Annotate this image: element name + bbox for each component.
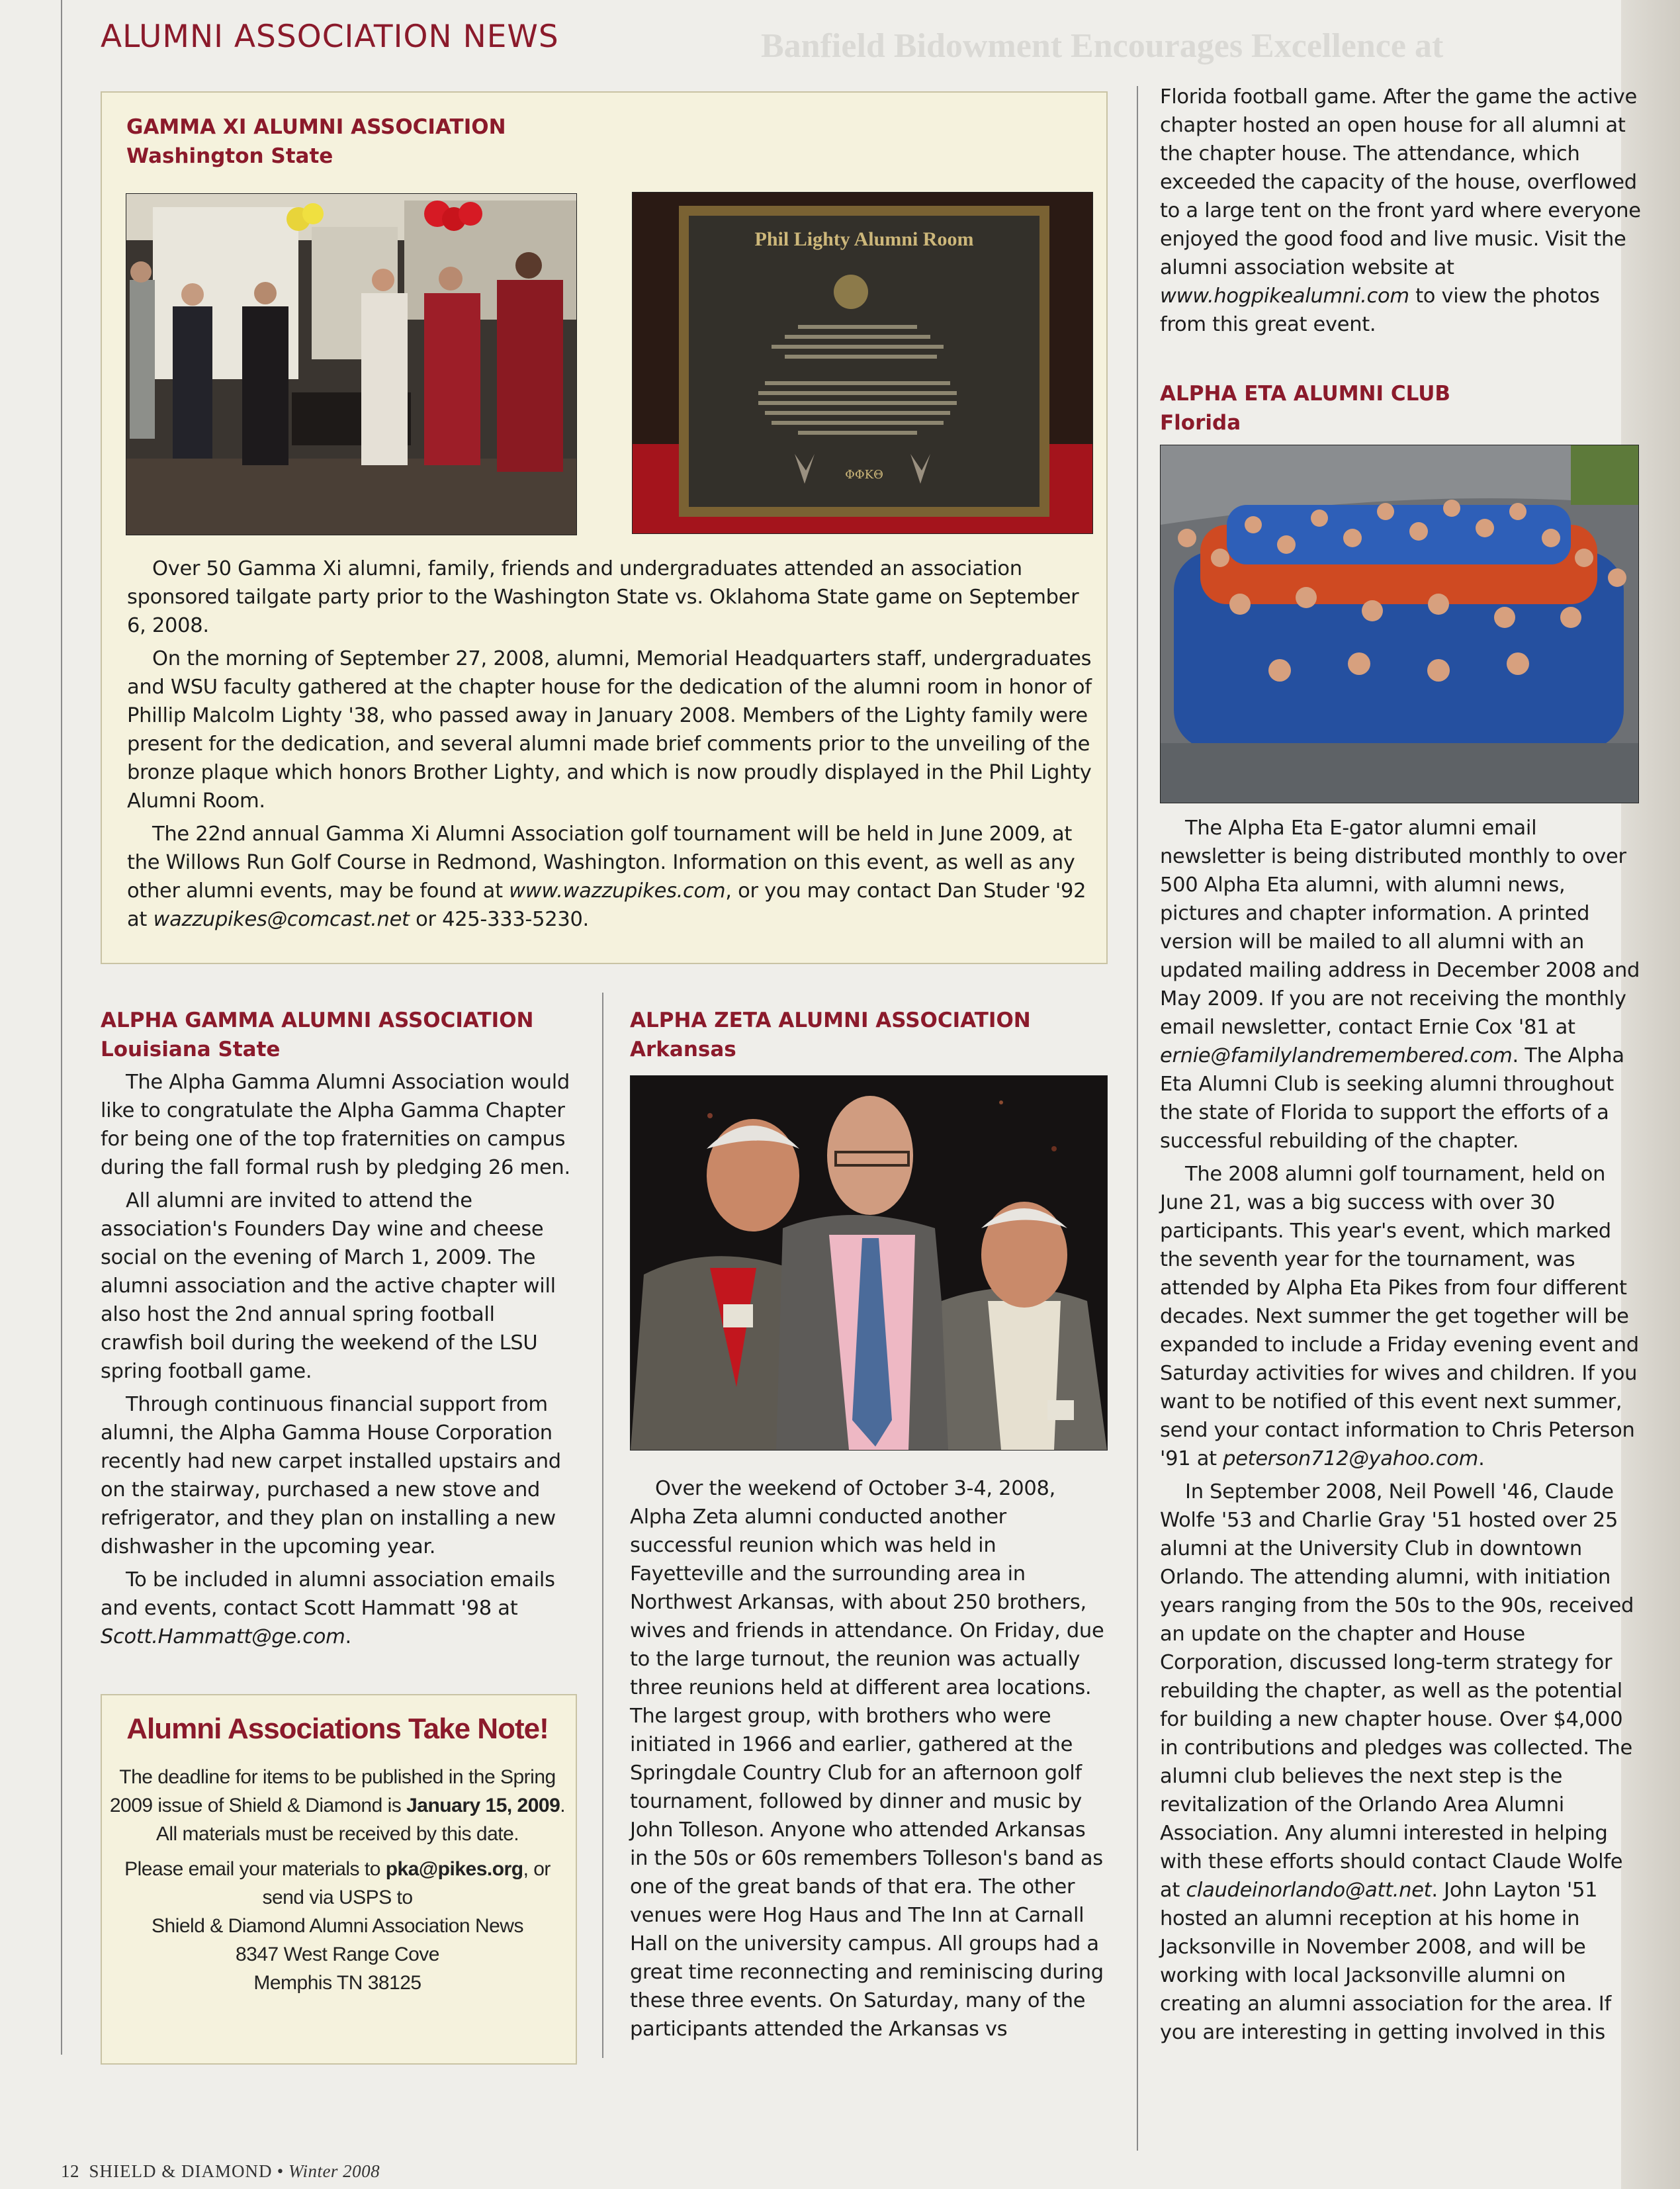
take-note-title: Alumni Associations Take Note! xyxy=(126,1713,549,1745)
alpha-zeta-para-1: Over the weekend of October 3-4, 2008, Alpha Zeta alumni conducted another successful reunion which was held in Fayetteville and the surrounding area in Northwest Arkansas, with about 250 brothers, wives and friends in attendance. On Friday, due to the large turnout, the reunion was actually three reunions held at different area locations. The largest group, with brothers who were initiated in 1966 and earlier, gathered at the Springdale Country Club for an afternoon golf tournament, followed by dinner and music by John Tolleson. Anyone who attended Arkansas in the 50s or 60s remembers Tolleson's band as one of the great bands of that era. The other venues were Hog Haus and The Inn at Carnall Hall on the university campus. All groups had a great time reconnecting and reminiscing during these three events. On Saturday, many of the participants attended the Arkansas vs xyxy=(630,1477,1104,2041)
photo-dedication-ceremony xyxy=(126,193,577,535)
gamma-xi-website-link[interactable]: www.wazzupikes.com xyxy=(509,879,726,903)
gamma-xi-email-link[interactable]: wazzupikes@comcast.net xyxy=(153,908,410,931)
photo-three-alumni xyxy=(630,1075,1108,1451)
take-note-submit: Please email your materials to pka@pikes.org, or send via USPS to Shield & Diamond Alumni Association News 8347 West Range Cove Memphis TN 38125 xyxy=(124,1858,551,1994)
alpha-zeta-text xyxy=(630,1474,1106,2048)
page-folio xyxy=(61,2161,380,2182)
photo-alpha-eta-group xyxy=(1160,445,1639,803)
alpha-gamma-para-3: Through continuous financial support from alumni, the Alpha Gamma House Corporation recently had new carpet installed upstairs and on the stairway, purchased a new stove and refrigerator, and they plan on installing a new dishwasher in the upcoming year. xyxy=(101,1393,561,1558)
gamma-xi-title: GAMMA XI ALUMNI ASSOCIATION xyxy=(126,115,506,139)
alpha-eta-para-2: The 2008 alumni golf tournament, held on June 21, was a big success with over 30 participants. This year's event, which marked the seventh year for the tournament, was attended by Alpha Eta Pikes from four different decades. Next summer the get together will be expanded to include a Friday evening event and Saturday activities for wives and children. If you want to be notified of this event next summer, send your contact information to Chris Peterson '91 at peterson712@yahoo.com. xyxy=(1160,1163,1639,1470)
folio-separator: • xyxy=(277,2161,284,2181)
plaque-title: Phil Lighty Alumni Room xyxy=(754,228,974,250)
gamma-xi-para-3: The 22nd annual Gamma Xi Alumni Association golf tournament will be held in June 2009, at the Willows Run Golf Course in Redmond, Washington. Information on this event, as well as any other alumni events, may be found at www.wazzupikes.com, or you may contact Dan Studer '92 at wazzupikes@comcast.net or 425-333-5230. xyxy=(127,823,1086,931)
photo-bronze-plaque xyxy=(632,192,1093,534)
address-line-1: Shield & Diamond Alumni Association News xyxy=(152,1915,523,1937)
alpha-zeta-website-link[interactable]: www.hogpikealumni.com xyxy=(1160,285,1409,308)
address-line-2: 8347 West Range Cove xyxy=(236,1943,439,1965)
alpha-eta-subtitle: Florida xyxy=(1160,411,1241,435)
left-margin-rule xyxy=(61,0,62,2055)
take-note-deadline-date: January 15, 2009 xyxy=(406,1795,560,1816)
section-title: ALUMNI ASSOCIATION NEWS xyxy=(101,19,559,55)
take-note-email-link[interactable]: pka@pikes.org xyxy=(385,1858,523,1880)
alpha-eta-heading xyxy=(1160,379,1636,437)
alpha-eta-email-link-1[interactable]: ernie@familylandremembered.com xyxy=(1160,1044,1513,1067)
alpha-gamma-para-1: The Alpha Gamma Alumni Association would like to congratulate the Alpha Gamma Chapter for being one of the top fraternities on campus during the fall formal rush by pledging 26 men. xyxy=(101,1071,570,1179)
alpha-zeta-title: ALPHA ZETA ALUMNI ASSOCIATION xyxy=(630,1008,1031,1032)
adjacent-page-headline: Banfield Bidowment Encourages Excellence at xyxy=(761,27,1444,65)
alpha-gamma-subtitle: Louisiana State xyxy=(101,1038,281,1061)
gamma-xi-para-2: On the morning of September 27, 2008, alumni, Memorial Headquarters staff, undergraduates and WSU faculty gathered at the chapter house for the dedication of the alumni room in honor of Phillip Malcolm Lighty '38, who passed away in January 2008. Members of the Lighty family were present for the dedication, and several alumni made brief comments prior to the unveiling of the bronze plaque which honors Brother Lighty, and which is now proudly displayed in the Phil Lighty Alumni Room. xyxy=(127,647,1092,813)
take-note-text xyxy=(107,1763,568,2004)
take-note-deadline: The deadline for items to be published in the Spring 2009 issue of Shield & Diamond is January 15, 2009. All materials must be received by this date. xyxy=(109,1766,566,1845)
alpha-gamma-para-2: All alumni are invited to attend the association's Founders Day wine and cheese social on the evening of March 1, 2009. The alumni association and the active chapter will also host the 2nd annual spring football crawfish boil during the weekend of the LSU spring football game. xyxy=(101,1189,556,1383)
page-number: 12 xyxy=(61,2161,79,2181)
alpha-eta-email-link-2[interactable]: peterson712@yahoo.com xyxy=(1223,1447,1479,1470)
address-line-3: Memphis TN 38125 xyxy=(253,1972,421,1994)
alpha-eta-title: ALPHA ETA ALUMNI CLUB xyxy=(1160,382,1451,406)
alpha-zeta-heading xyxy=(630,1006,1106,1064)
alpha-eta-para-1: The Alpha Eta E-gator alumni email newsletter is being distributed monthly to over 500 Alpha Eta alumni, with alumni news, pictures and chapter information. A printed version will be mailed to all alumni with an updated mailing address in December 2008 and May 2009. If you are not receiving the monthly email newsletter, contact Ernie Cox '81 at ernie@familylandremembered.com. The Alpha Eta Alumni Club is seeking alumni throughout the state of Florida to support the efforts of a successful rebuilding of the chapter. xyxy=(1160,817,1640,1153)
alpha-zeta-subtitle: Arkansas xyxy=(630,1038,736,1061)
plaque-footer: ΦΦΚΘ xyxy=(845,468,883,482)
gamma-xi-heading xyxy=(126,112,722,171)
alpha-eta-email-link-3[interactable]: claudeinorlando@att.net xyxy=(1186,1879,1432,1902)
alpha-gamma-email-link[interactable]: Scott.Hammatt@ge.com xyxy=(101,1625,345,1648)
alpha-zeta-continued-para: Florida football game. After the game the active chapter hosted an open house for all alumni at the chapter house. The attendance, which exceeded the capacity of the house, overflowed to a large tent on the front yard where everyone enjoyed the good food and live music. Visit the alumni association website at www.hogpikealumni.com to view the photos from this great event. xyxy=(1160,85,1641,336)
column-rule-middle xyxy=(602,993,603,2058)
alpha-gamma-text xyxy=(101,1068,577,1656)
alpha-eta-text xyxy=(1160,814,1643,2051)
alpha-gamma-title: ALPHA GAMMA ALUMNI ASSOCIATION xyxy=(101,1008,534,1032)
alpha-gamma-para-4: To be included in alumni association emails and events, contact Scott Hammatt '98 at Scott.Hammatt@ge.com. xyxy=(101,1568,555,1648)
gamma-xi-para-1: Over 50 Gamma Xi alumni, family, friends and undergraduates attended an association sponsored tailgate party prior to the Washington State vs. Oklahoma State game on September 6, 2008. xyxy=(127,557,1079,637)
issue-name: Winter 2008 xyxy=(288,2161,380,2181)
alpha-eta-para-3: In September 2008, Neil Powell '46, Claude Wolfe '53 and Charlie Gray '51 hosted over 25 alumni at the University Club in downtown Orlando. The attending alumni, with initiation years ranging from the 50s to the 90s, received an update on the chapter and House Corporation, discussed long-term strategy for rebuilding the chapter, as well as the potential for building a new chapter house. Over $4,000 in contributions and pledges was collected. The alumni club believes the next step is the revitalization of the Orlando Area Alumni Association. Any alumni interested in helping with these efforts should contact Claude Wolfe at claudeinorlando@att.net. John Layton '51 hosted an alumni reception at his home in Jacksonville in November 2008, and will be working with local Jacksonville alumni on creating an alumni association for the area. If you are interesting in getting involved in this xyxy=(1160,1480,1634,2044)
alpha-gamma-heading xyxy=(101,1006,577,1064)
gamma-xi-subtitle: Washington State xyxy=(126,144,333,168)
alpha-zeta-continued xyxy=(1160,83,1643,343)
publication-name: SHIELD & DIAMOND xyxy=(89,2161,273,2181)
column-rule-right xyxy=(1137,86,1138,2151)
gamma-xi-text xyxy=(127,555,1093,938)
